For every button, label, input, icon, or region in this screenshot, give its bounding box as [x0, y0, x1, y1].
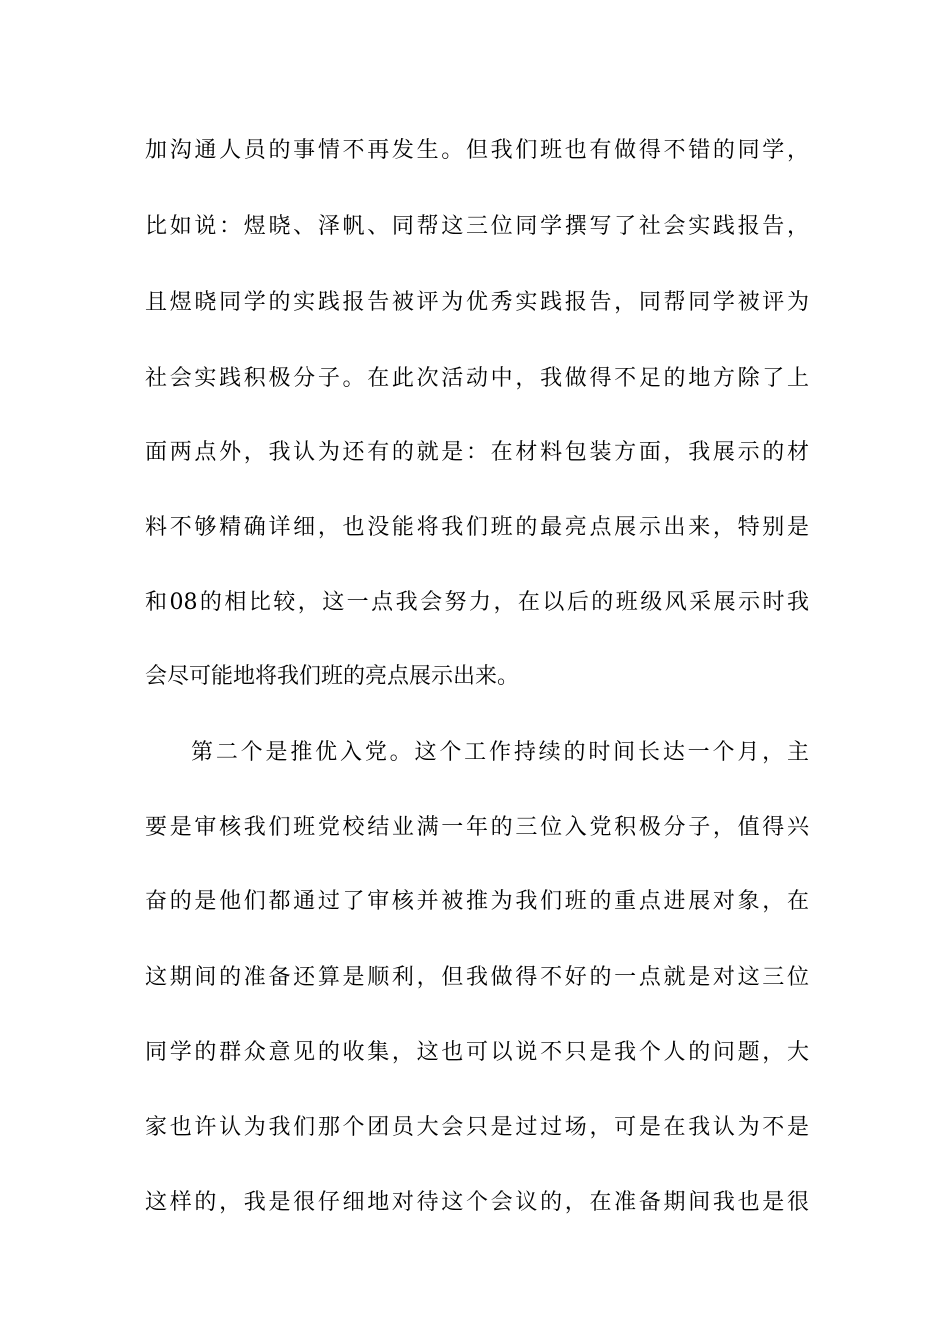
text-line: 同学的群众意见的收集，这也可以说不只是我个人的问题，大 [145, 1040, 809, 1065]
text-line: 这期间的准备还算是顺利，但我做得不好的一点就是对这三位 [145, 965, 809, 990]
text-line: 这样的，我是很仔细地对待这个会议的，在准备期间我也是很 [145, 1190, 809, 1215]
text-line: 会尽可能地将我们班的亮点展示出来。 [145, 664, 520, 689]
text-line: 家也许认为我们那个团员大会只是过过场，可是在我认为不是 [145, 1115, 809, 1140]
text-line: 加沟通人员的事情不再发生。但我们班也有做得不错的同学， [145, 138, 809, 163]
text-line: 比如说：煜晓、泽帆、同帮这三位同学撰写了社会实践报告， [145, 214, 809, 239]
text-line: 且煜晓同学的实践报告被评为优秀实践报告，同帮同学被评为 [145, 290, 809, 315]
text-line: 要是审核我们班党校结业满一年的三位入党积极分子，值得兴 [145, 815, 809, 840]
text-line: 料不够精确详细，也没能将我们班的最亮点展示出来，特别是 [145, 515, 809, 540]
paragraph-first-line: 第二个是推优入党。这个工作持续的时间长达一个月，主 [191, 740, 809, 765]
text-line: 面两点外，我认为还有的就是：在材料包装方面，我展示的材 [145, 440, 809, 465]
text-line: 奋的是他们都通过了审核并被推为我们班的重点进展对象，在 [145, 889, 809, 914]
text-line: 和08的相比较，这一点我会努力，在以后的班级风采展示时我 [145, 590, 809, 615]
text-line: 社会实践积极分子。在此次活动中，我做得不足的地方除了上 [145, 366, 809, 391]
